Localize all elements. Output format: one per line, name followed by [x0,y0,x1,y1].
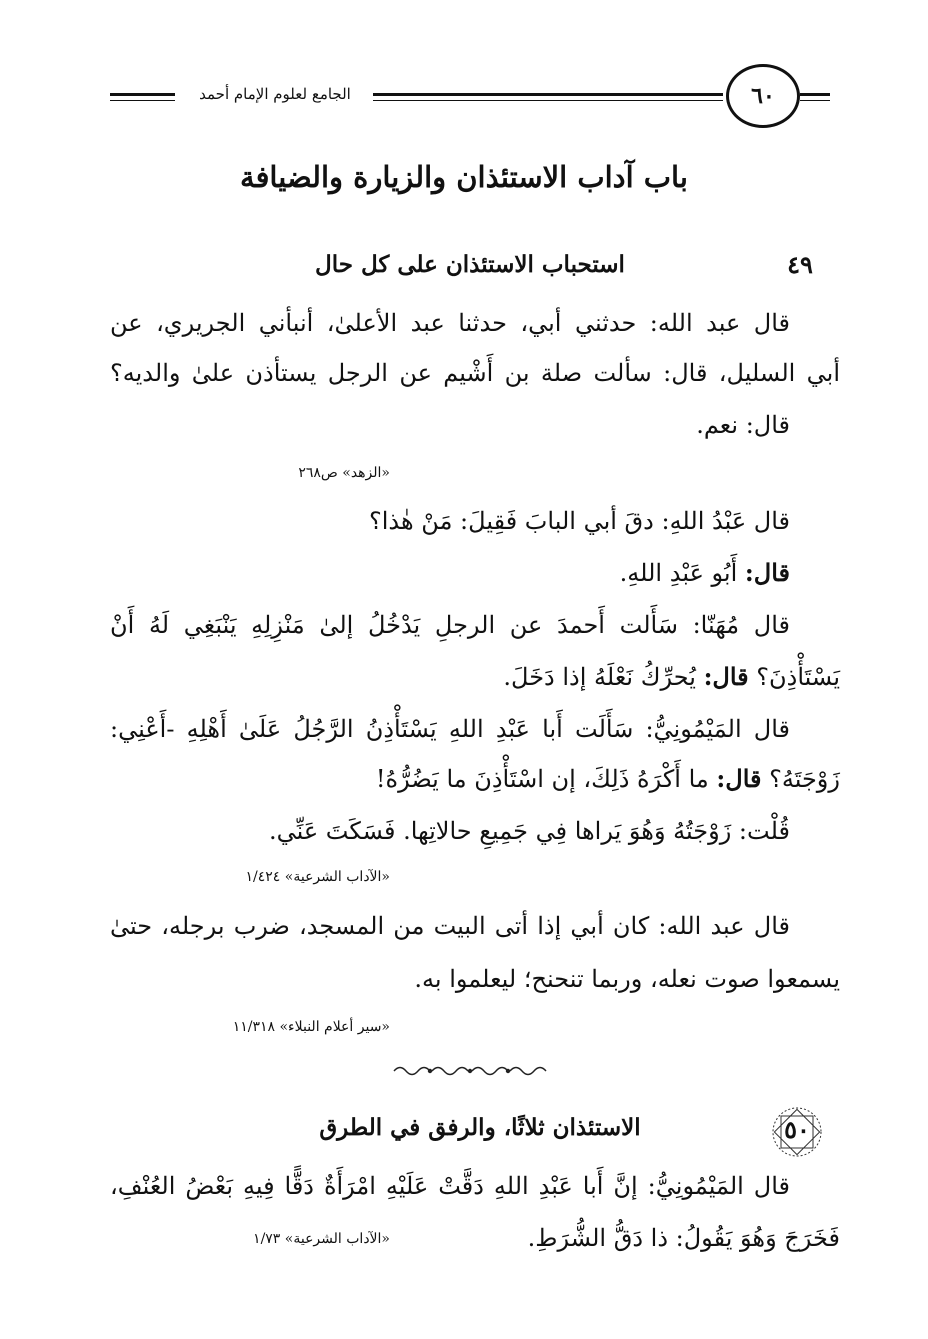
text-line [110,656,840,698]
text-line [110,758,840,800]
text-span: ما أَكْرَهُ ذَلِكَ، إن اسْتَأْذِنَ ما يَضُرُّهُ! [375,765,709,793]
text-line: قال المَيْمُونِيُّ: إنَّ أَبا عَبْدِ اللهِ دَقَّتْ عَلَيْهِ امْرَأَةٌ دَقًّا فِيهِ بَعْضُ العُنْفِ، [110,1172,790,1200]
running-title: الجامع لعلوم الإمام أحمد [199,85,351,103]
text-line: أبي السليل، قال: سألت صلة بن أَشْيم عن الرجل يستأذن علىٰ والديه؟ [110,359,840,387]
page-number: ٦٠ [726,64,800,128]
section-heading-49: استحباب الاستئذان على كل حال [315,251,625,278]
text-line: قُلْت: زَوْجَتُهُ وَهُوَ يَراها فِي جَمِيعِ حالاتِها. فَسَكَتَ عَنِّي. [268,817,790,845]
header-rule-left [110,93,175,96]
text-line [110,552,790,594]
header-rule-middle-thin [373,100,723,101]
speaker-label: قال: [744,558,790,587]
section-heading-50: الاستئذان ثلاثًا، والرفق في الطرق [319,1114,641,1141]
source-citation: «سير أعلام النبلاء» ١١/٣١٨ [232,1019,390,1035]
text-span: يُحرِّكُ نَعْلَهُ إذا دَخَلَ. [503,663,696,691]
header-rule-right [800,93,830,96]
text-span: زَوْجَتَهُ؟ [769,765,840,793]
section-number-49: ٤٩ [787,250,813,279]
text-line: قال: نعم. [696,411,790,439]
ornament-divider-icon [390,1062,550,1080]
text-line: يسمعوا صوت نعله، وربما تنحنح؛ ليعلموا به. [414,965,840,993]
chapter-title: باب آداب الاستئذان والزيارة والضيافة [240,160,688,194]
speaker-label: قال: [703,662,749,691]
text-line: فَخَرَجَ وَهُوَ يَقُولُ: ذا دَقُّ الشُّرَطِ. [527,1224,840,1252]
header-rule-left-thin [110,100,175,101]
section-number-50: ٥٠ [784,1115,810,1144]
source-citation: «الآداب الشرعية» ١/٤٢٤ [245,869,390,885]
speaker-label: قال: [716,764,762,793]
text-line: قال عبد الله: حدثني أبي، حدثنا عبد الأعلىٰ، أنبأني الجريري، عن [110,309,790,337]
header-rule-middle [373,93,723,96]
text-line: قال المَيْمُونِيُّ: سَأَلَت أَبا عَبْدِ اللهِ يَسْتَأْذِنُ الرَّجُلُ عَلَىٰ أَهْلِهِ -أَعْنِي: [110,715,790,743]
text-line: قال عبد الله: كان أبي إذا أتى البيت من المسجد، ضرب برجله، حتىٰ [110,912,790,940]
text-span: يَسْتَأْذِنَ؟ [756,663,840,691]
source-citation: «الزهد» ص٢٦٨ [298,465,390,481]
text-line: قال مُهَنّا: سَأَلت أَحمدَ عن الرجلِ يَدْخُلُ إلىٰ مَنْزِلِهِ يَنْبَغِي لَهُ أَنْ [110,611,790,639]
text-span: أَبُو عَبْدِ اللهِ. [619,559,738,587]
text-line: قال عَبْدُ اللهِ: دقَ أبي البابَ فَقِيلَ: مَنْ هٰذا؟ [369,507,790,535]
source-citation: «الآداب الشرعية» ١/٧٣ [253,1231,390,1247]
header-rule-right-thin [800,100,830,101]
